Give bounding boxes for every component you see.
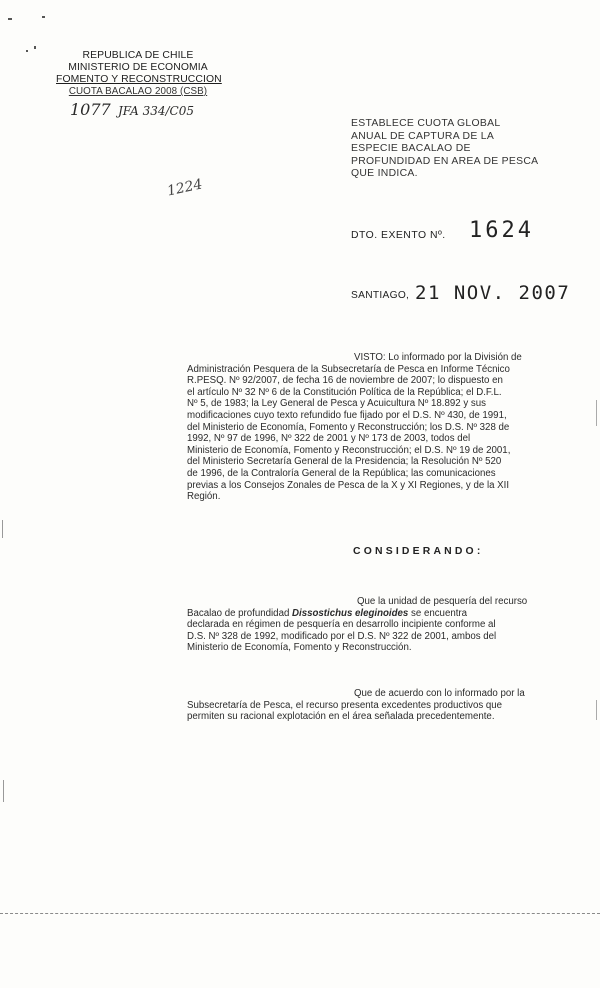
visto-line: Región. <box>187 491 221 503</box>
considerando-line: Bacalao de profundidad Dissostichus eleginoides se encuentra <box>187 607 468 619</box>
subject-line: ANUAL DE CAPTURA DE LA <box>351 130 495 142</box>
visto-line: modificaciones cuyo texto refundido fue fijado por el D.S. Nº 430, de 1991, <box>187 409 507 421</box>
considerando-line: D.S. Nº 328 de 1992, modificado por el D.S. Nº 322 de 2001, ambos del <box>187 630 497 642</box>
scan-speck <box>596 700 597 720</box>
considerando-line: Subsecretaría de Pesca, el recurso presenta excedentes productivos que <box>187 699 503 711</box>
subject-line: QUE INDICA. <box>351 168 418 180</box>
subject-line: ESPECIE BACALAO DE <box>351 143 471 155</box>
handwritten-margin-note: 1224 <box>165 176 204 200</box>
visto-line: 1992, Nº 97 de 1996, Nº 322 de 2001 y Nº 173 de 2003, todos del <box>187 433 471 445</box>
considerando-line: Ministerio de Economía, Fomento y Reconstrucción. <box>187 642 412 654</box>
visto-line: el artículo Nº 32 Nº 6 de la Constitución Política de la República; el D.F.L. <box>187 386 502 398</box>
considerando-paragraph-1 <box>187 596 544 654</box>
decree-label: DTO. EXENTO Nº. <box>351 230 446 241</box>
considerando-paragraph-2 <box>187 688 544 723</box>
scan-speck <box>596 400 597 426</box>
considerando-line: permiten su racional explotación en el área señalada precedentemente. <box>187 711 495 723</box>
letterhead-ministry-subtitle: FOMENTO Y RECONSTRUCCION <box>56 74 222 85</box>
visto-line: VISTO: Lo informado por la División de <box>354 352 522 363</box>
considerando-line: declarada en régimen de pesquería en desarrollo incipiente conforme al <box>187 619 496 631</box>
visto-line: de 1996, de la Contraloría General de la República; las comunicaciones <box>187 467 496 479</box>
letterhead <box>56 50 220 98</box>
decree-number: 1624 <box>469 218 534 243</box>
visto-line: del Ministerio Secretaría General de la Presidencia; la Resolución Nº 520 <box>187 456 502 468</box>
scan-speck <box>34 46 36 49</box>
handwritten-reference-number: 1077 <box>70 100 111 119</box>
subject-line: ESTABLECE CUOTA GLOBAL <box>351 118 501 129</box>
dateline-date: 21 NOV. 2007 <box>415 282 571 304</box>
visto-line: Nº 5, de 1983; la Ley General de Pesca y Acuicultura Nº 18.892 y sus <box>187 398 486 410</box>
visto-line: Ministerio de Economía, Fomento y Reconstrucción; el D.S. Nº 19 de 2001, <box>187 444 511 456</box>
page-scan-edge-line <box>0 913 600 914</box>
considerando-line: Que la unidad de pesquería del recurso <box>357 596 528 607</box>
visto-line: Administración Pesquera de la Subsecretaría de Pesca en Informe Técnico <box>187 363 510 375</box>
visto-line: del Ministerio de Economía, Fomento y Reconstrucción; los D.S. Nº 328 de <box>187 421 510 433</box>
considerando-line: Que de acuerdo con lo informado por la <box>354 688 525 699</box>
visto-line: R.PESQ. Nº 92/2007, de fecha 16 de noviembre de 2007; lo dispuesto en <box>187 375 503 387</box>
considerando-heading: CONSIDERANDO: <box>353 546 484 557</box>
letterhead-ministry: MINISTERIO DE ECONOMIA <box>68 62 208 73</box>
visto-line: previas a los Consejos Zonales de Pesca de la X y XI Regiones, y de la XII <box>187 479 510 491</box>
visto-paragraph <box>187 352 544 503</box>
letterhead-republic: REPUBLICA DE CHILE <box>82 50 194 61</box>
handwritten-reference-initials: JFA 334/C05 <box>118 104 194 118</box>
decree-subject <box>351 118 539 181</box>
scan-speck <box>42 16 45 18</box>
letterhead-file-reference: CUOTA BACALAO 2008 (CSB) <box>68 86 208 97</box>
dateline-city: SANTIAGO, <box>351 290 410 301</box>
scan-speck <box>3 780 4 802</box>
scan-speck <box>26 50 28 52</box>
scan-speck <box>2 520 3 538</box>
subject-line: PROFUNDIDAD EN AREA DE PESCA <box>351 155 539 167</box>
scan-speck <box>8 18 12 20</box>
